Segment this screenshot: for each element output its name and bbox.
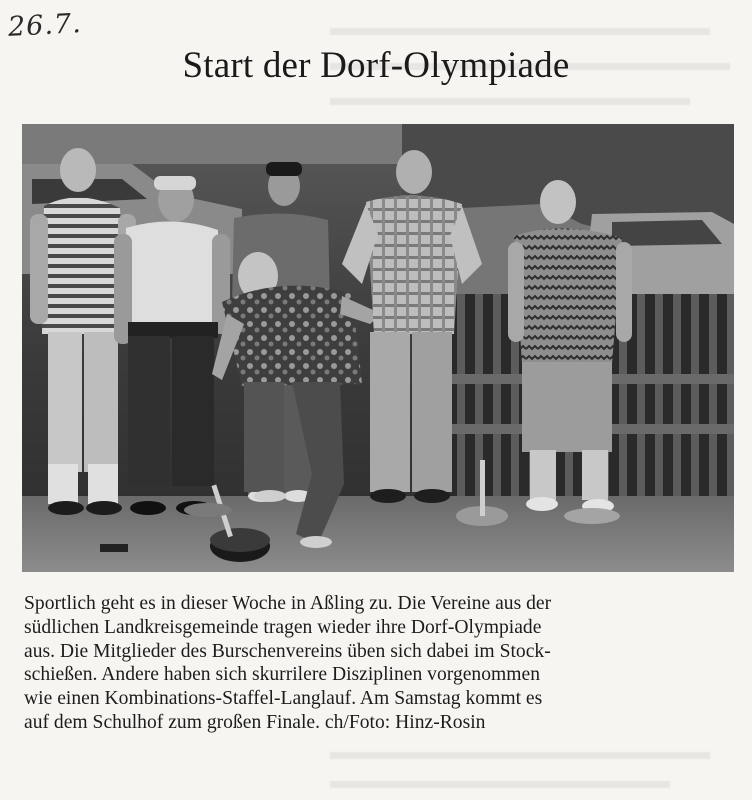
photo-stockschiessen [22, 124, 734, 572]
handwritten-date: 26.7. [7, 8, 83, 43]
bleed-through-text-right [732, 110, 752, 580]
caption-line: auf dem Schulhof zum großen Finale. ch/Foto: Hinz-Rosin [24, 711, 486, 733]
caption-line: aus. Die Mitglieder des Burschenvereins üben sich dabei im Stock- [24, 640, 551, 662]
caption-line: südlichen Landkreisgemeinde tragen wieder ihre Dorf-Olympiade [24, 616, 542, 638]
caption-line: schießen. Andere haben sich skurrilere Disziplinen vorgenommen [24, 664, 541, 686]
headline: Start der Dorf-Olympiade [182, 45, 570, 86]
bleed-through-text-bottom [330, 730, 750, 800]
caption-line: Sportlich geht es in dieser Woche in Aßling zu. Die Vereine aus der [24, 593, 552, 614]
bleed-through-text-left [0, 100, 22, 570]
asphalt-court [22, 496, 734, 572]
news-photo [22, 124, 734, 572]
caption-line: wie einen Kombinations-Staffel-Langlauf. Am Samstag kommt es [24, 688, 543, 710]
photo-caption [24, 592, 739, 735]
